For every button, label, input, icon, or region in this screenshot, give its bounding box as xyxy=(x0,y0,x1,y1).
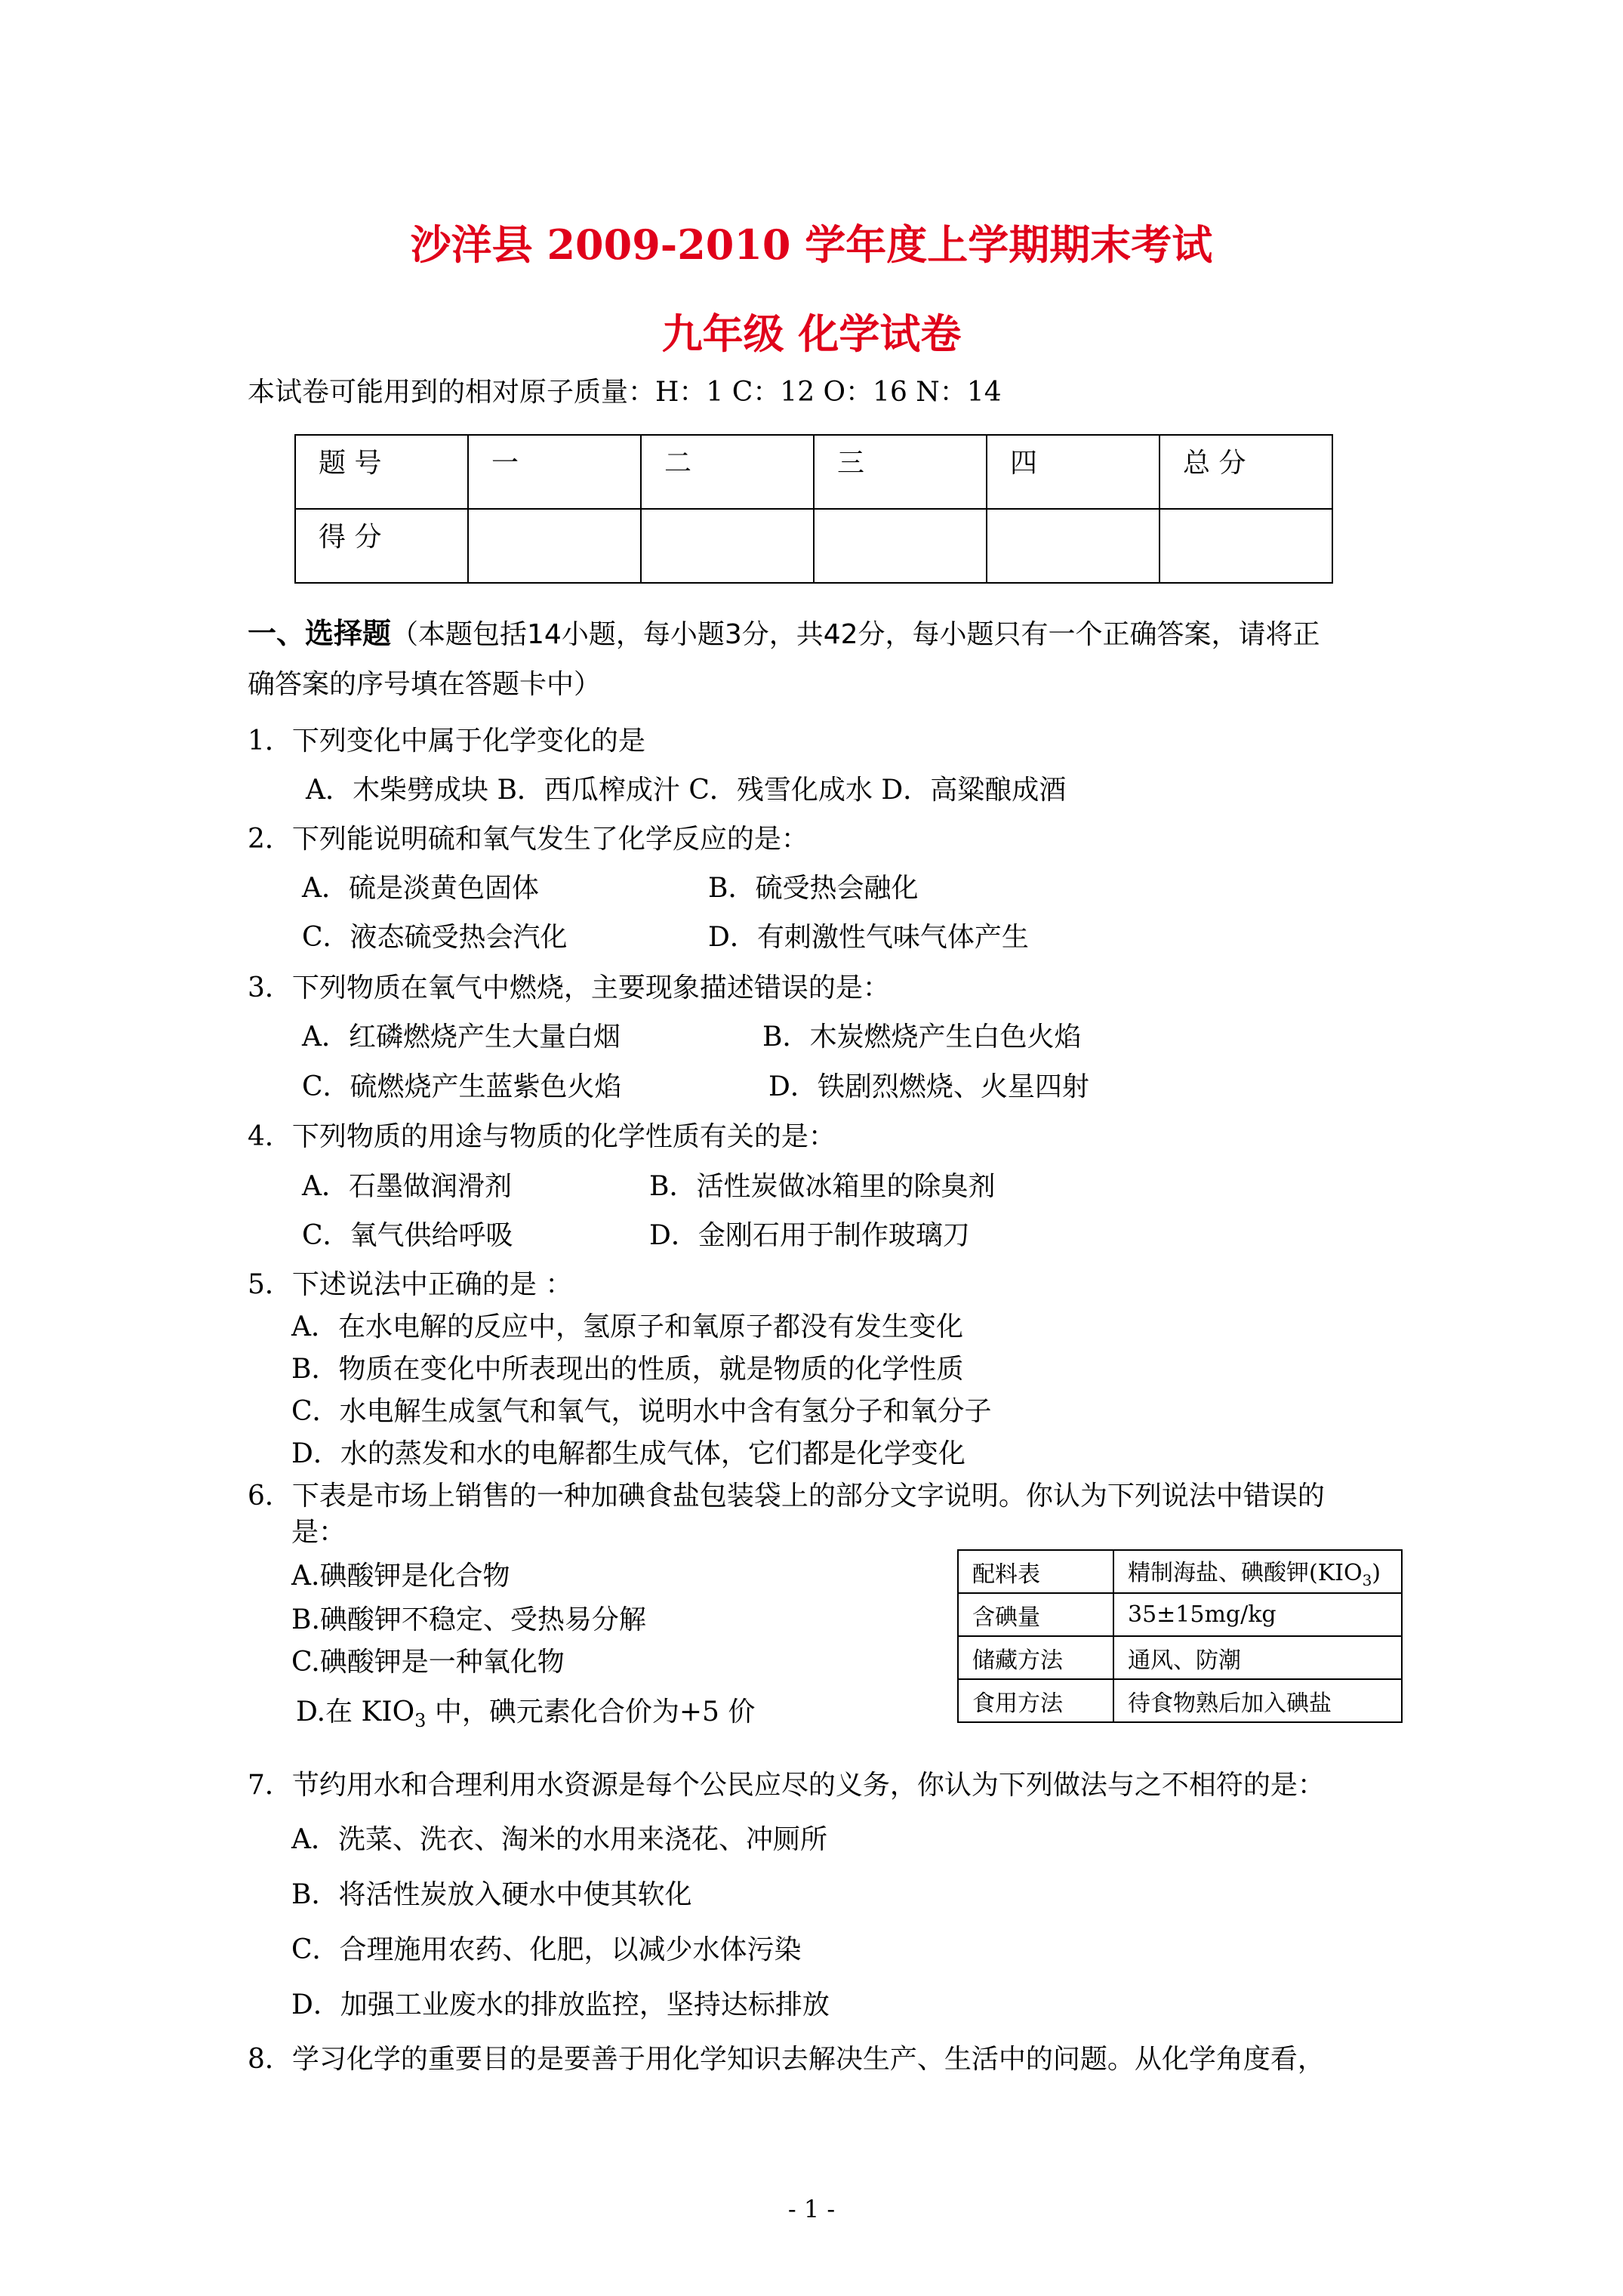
q4-stem: 4．下列物质的用途与物质的化学性质有关的是： xyxy=(248,1121,836,1152)
exam-title: 沙洋县 2009-2010 学年度上学期期末考试 xyxy=(410,220,1213,269)
salt-key: 食用方法 xyxy=(958,1679,1113,1722)
q6-option-c: C.碘酸钾是一种氧化物 xyxy=(291,1647,565,1678)
section1-heading: 一、选择题 xyxy=(248,617,392,650)
score-cell: 得 分 xyxy=(295,509,468,583)
score-cell: 一 xyxy=(468,435,641,509)
q2-option-d: D．有刺激性气味气体产生 xyxy=(708,922,1029,953)
q6-stem-cont: 是： xyxy=(291,1517,346,1548)
q4-option-c: C．氧气供给呼吸 xyxy=(302,1220,513,1251)
page-number: - 1 - xyxy=(787,2195,836,2224)
q6-option-d-text-end: 中，碘元素化合价为+5 价 xyxy=(426,1697,756,1727)
score-cell: 总 分 xyxy=(1160,435,1332,509)
salt-row xyxy=(958,1636,1402,1679)
q8-stem: 8．学习化学的重要目的是要善于用化学知识去解决生产、生活中的问题。从化学角度看， xyxy=(248,2044,1325,2075)
score-cell: 四 xyxy=(987,435,1160,509)
q7-stem: 7．节约用水和合理利用水资源是每个公民应尽的义务，你认为下列做法与之不相符的是： xyxy=(248,1770,1325,1801)
q3-option-b: B．木炭燃烧产生白色火焰 xyxy=(762,1022,1082,1052)
q6-option-a: A.碘酸钾是化合物 xyxy=(291,1561,510,1592)
q3-option-d: D．铁剧烈燃烧、火星四射 xyxy=(768,1071,1089,1102)
subscript: 3 xyxy=(414,1710,427,1732)
score-table-header-row xyxy=(295,435,1332,509)
score-cell xyxy=(468,509,641,583)
q2-option-a: A．硫是淡黄色固体 xyxy=(302,873,539,904)
q2-option-c: C．液态硫受热会汽化 xyxy=(302,922,568,953)
score-table-score-row xyxy=(295,509,1332,583)
q5-option-a: A．在水电解的反应中，氢原子和氧原子都没有发生变化 xyxy=(291,1311,963,1342)
score-cell xyxy=(1160,509,1332,583)
q3-option-c: C．硫燃烧产生蓝紫色火焰 xyxy=(302,1071,622,1102)
salt-value-text-end: ) xyxy=(1372,1560,1381,1586)
salt-label-table xyxy=(957,1549,1403,1723)
salt-row xyxy=(958,1550,1402,1593)
salt-value xyxy=(1113,1550,1402,1593)
q4-option-a: A．石墨做润滑剂 xyxy=(302,1171,512,1202)
score-table xyxy=(294,434,1333,584)
subscript: 3 xyxy=(1362,1571,1372,1589)
q6-option-d-text: D.在 KIO xyxy=(296,1697,415,1727)
salt-value: 35±15mg/kg xyxy=(1113,1593,1402,1636)
q5-option-b: B．物质在变化中所表现出的性质，就是物质的化学性质 xyxy=(291,1354,964,1385)
section1-intro xyxy=(248,610,1320,652)
q3-stem: 3．下列物质在氧气中燃烧，主要现象描述错误的是： xyxy=(248,972,890,1003)
salt-key: 含碘量 xyxy=(958,1593,1113,1636)
q2-option-b: B．硫受热会融化 xyxy=(708,873,919,904)
atomic-masses-note: 本试卷可能用到的相对原子质量：H：1 C：12 O：16 N：14 xyxy=(248,377,1002,408)
q7-option-d: D．加强工业废水的排放监控，坚持达标排放 xyxy=(291,1989,830,2020)
salt-value: 待食物熟后加入碘盐 xyxy=(1113,1679,1402,1722)
salt-value-text: 精制海盐、碘酸钾(KIO xyxy=(1128,1560,1363,1586)
q3-option-a: A．红磷燃烧产生大量白烟 xyxy=(302,1022,621,1052)
q6-option-b: B.碘酸钾不稳定、受热易分解 xyxy=(291,1604,646,1635)
q6-stem: 6．下表是市场上销售的一种加碘食盐包装袋上的部分文字说明。你认为下列说法中错误的 xyxy=(248,1481,1325,1512)
q1-options: A．木柴劈成块 B．西瓜榨成汁 C．残雪化成水 D．高粱酿成酒 xyxy=(306,775,1067,806)
q5-stem: 5．下述说法中正确的是 ： xyxy=(248,1269,573,1300)
q6-option-d xyxy=(296,1696,755,1737)
score-cell xyxy=(641,509,814,583)
section1-instruction: （本题包括14小题，每小题3分，共42分，每小题只有一个正确答案，请将正 xyxy=(391,619,1320,650)
q7-option-b: B．将活性炭放入硬水中使其软化 xyxy=(291,1879,692,1910)
q5-option-d: D．水的蒸发和水的电解都生成气体，它们都是化学变化 xyxy=(291,1438,965,1469)
score-cell xyxy=(814,509,987,583)
score-cell: 三 xyxy=(814,435,987,509)
salt-key: 配料表 xyxy=(958,1550,1113,1593)
q7-option-a: A．洗菜、洗衣、淘米的水用来浇花、冲厕所 xyxy=(291,1824,827,1855)
salt-value: 通风、防潮 xyxy=(1113,1636,1402,1679)
q2-stem: 2．下列能说明硫和氧气发生了化学反应的是： xyxy=(248,824,808,855)
score-cell xyxy=(987,509,1160,583)
q5-option-c: C．水电解生成氢气和氧气，说明水中含有氢分子和氧分子 xyxy=(291,1396,992,1427)
score-cell: 题 号 xyxy=(295,435,468,509)
salt-row xyxy=(958,1593,1402,1636)
score-cell: 二 xyxy=(641,435,814,509)
salt-row xyxy=(958,1679,1402,1722)
q1-stem: 1．下列变化中属于化学变化的是 xyxy=(248,726,645,757)
section1-instruction-cont: 确答案的序号填在答题卡中） xyxy=(248,669,602,700)
q7-option-c: C．合理施用农药、化肥，以减少水体污染 xyxy=(291,1934,802,1965)
q4-option-d: D．金刚石用于制作玻璃刀 xyxy=(649,1220,970,1251)
exam-subtitle: 九年级 化学试卷 xyxy=(661,310,962,358)
salt-key: 储藏方法 xyxy=(958,1636,1113,1679)
q4-option-b: B．活性炭做冰箱里的除臭剂 xyxy=(649,1171,996,1202)
